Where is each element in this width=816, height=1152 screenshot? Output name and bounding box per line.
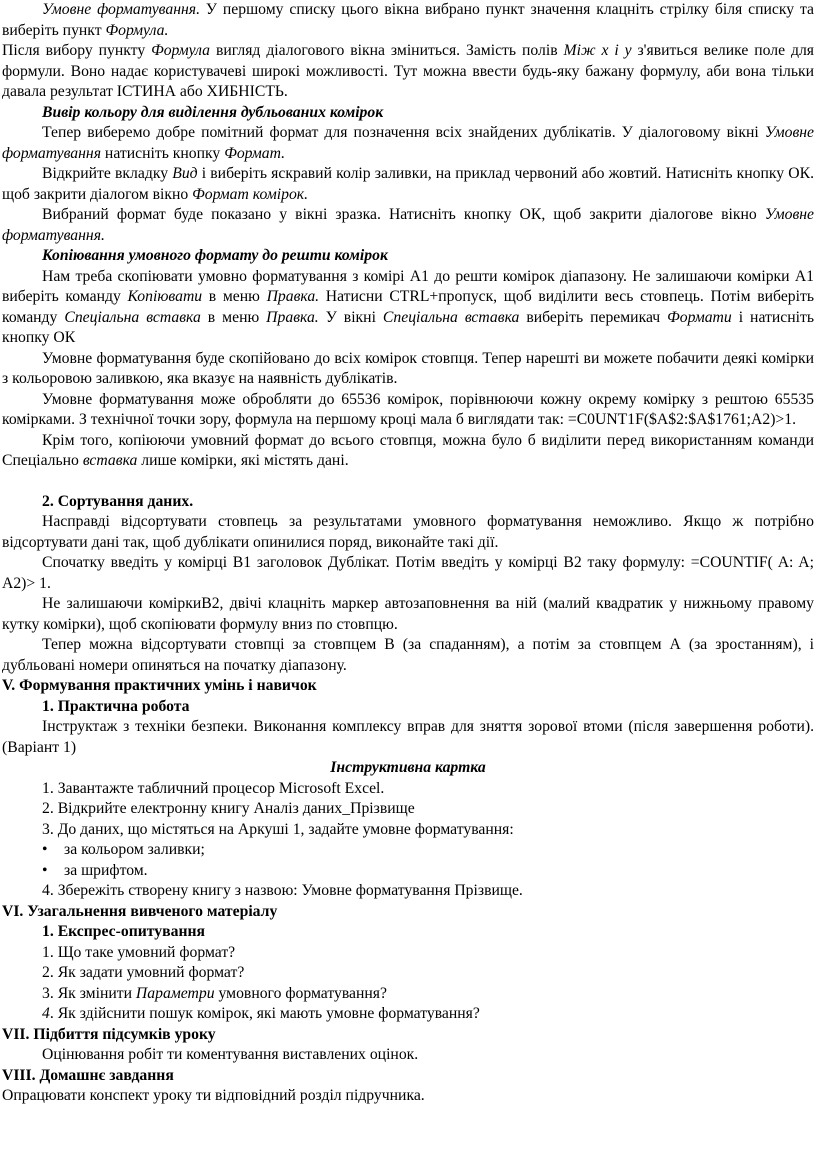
text-run: 1. Практична робота bbox=[42, 697, 190, 715]
text-run: Відкрийте вкладку bbox=[42, 165, 173, 182]
list-item bbox=[2, 1045, 814, 1066]
paragraph bbox=[2, 1066, 814, 1087]
paragraph bbox=[2, 512, 814, 553]
text-run: 1. Завантажте табличний процесор Microsoft Excel. bbox=[42, 779, 385, 797]
text-run: Правка. bbox=[266, 288, 320, 305]
text-run: Натисни CTRL+пропуск, щоб виділити весь стовпець. Потім виберіть команду bbox=[2, 288, 814, 326]
text-run: Умовне форматування bbox=[2, 124, 814, 162]
text-run: . Як здійснити пошук комірок, які мають умовне форматування? bbox=[49, 1005, 480, 1022]
text-run: У першому списку цього вікна вибрано пункт значення клацніть стрілку біля списку та виберіть пункт bbox=[2, 1, 814, 39]
text-run: Оцінювання робіт ти коментування виставлених оцінок. bbox=[42, 1046, 419, 1063]
list-item bbox=[2, 820, 814, 841]
paragraph bbox=[2, 0, 814, 41]
list-item bbox=[2, 779, 814, 800]
text-run: Вибраний формат буде показано у вікні зразка. Натисніть кнопку ОК, щоб закрити діалогове вікно bbox=[42, 206, 765, 223]
paragraph bbox=[2, 205, 814, 246]
text-run: в меню bbox=[202, 288, 267, 305]
text-run: Між х і у bbox=[563, 42, 632, 59]
paragraph-gap bbox=[2, 472, 814, 492]
text-run: Формати bbox=[667, 308, 732, 326]
text-run: 4 bbox=[42, 1005, 50, 1022]
text-run: Вивір кольору для виділення дубльованих комірок bbox=[42, 103, 384, 121]
paragraph bbox=[2, 492, 814, 513]
bullet-icon: • bbox=[42, 841, 48, 858]
text-run: 4. Збережіть створену книгу з назвою: Умовне форматування Прізвище. bbox=[42, 882, 523, 899]
paragraph bbox=[2, 246, 814, 267]
text-run: 3. До даних, що містяться на Аркуші 1, задайте умовне форматування: bbox=[42, 820, 514, 838]
paragraph bbox=[2, 635, 814, 676]
text-run: і натисніть кнопку ОК bbox=[2, 308, 814, 346]
text-run: V. Формування практичних умінь і навичок bbox=[2, 677, 317, 694]
text-run: Крім того, копіюючи умовний формат до всього стовпця, можна було б виділити перед використанням команди Спеціально bbox=[2, 431, 814, 469]
text-run: вигляд діалогового вікна зміниться. Замість полів bbox=[210, 42, 564, 59]
paragraph bbox=[2, 123, 814, 164]
text-run: Умовне форматування. bbox=[2, 206, 814, 244]
text-run: Формат комірок. bbox=[192, 185, 309, 203]
paragraph bbox=[2, 103, 814, 124]
text-run: 2. Сортування даних. bbox=[42, 492, 194, 510]
text-run: Копіювати bbox=[127, 288, 203, 305]
text-run: в меню bbox=[200, 308, 267, 326]
text-run: Інструктивна картка bbox=[330, 759, 486, 776]
text-run: 1. Експрес-опитування bbox=[42, 923, 206, 940]
paragraph bbox=[2, 1086, 814, 1107]
list-item bbox=[2, 922, 814, 943]
paragraph bbox=[2, 349, 814, 390]
text-run: VII. Підбиття підсумків уроку bbox=[2, 1025, 216, 1043]
text-run: Умовне форматування буде скопійовано до всіх комірок стовпця. Тепер нарешті ви можете побачити деякі комірки з кольоровою заливкою, яка вказує на наявність дублікатів. bbox=[2, 349, 814, 387]
bullet-icon: • bbox=[42, 861, 48, 879]
list-item bbox=[2, 799, 814, 820]
paragraph bbox=[2, 164, 814, 205]
text-run: Вид bbox=[172, 165, 198, 182]
text-run: 2. Як задати умовний формат? bbox=[42, 964, 245, 981]
text-run: Не залишаючи коміркиB2, двічі клацніть маркер автозаповнення ва ній (малий квадратик у нижньому правому кутку комірки), щоб скопіювати формулу вниз по стовпцю. bbox=[2, 595, 814, 633]
text-run: натисніть кнопку bbox=[101, 144, 225, 162]
bullet-item bbox=[2, 840, 814, 861]
text-run: Копіювання умовного формату до решти комірок bbox=[42, 247, 388, 264]
text-run: Тепер можна відсортувати стовпці за стовпцем В (за спаданням), а потім за стовпцем А (за зростанням), і дубльовані номери опиняться на початку діапазону. bbox=[2, 636, 814, 674]
text-run: умовного форматування? bbox=[214, 984, 387, 1002]
bullet-text bbox=[64, 840, 205, 861]
paragraph bbox=[2, 41, 814, 103]
text-run: Умовне форматування. bbox=[42, 1, 200, 18]
text-run: 2. Відкрийте електронну книгу Аналіз даних_Прізвище bbox=[42, 800, 415, 817]
text-run: VIII. Домашнє завдання bbox=[2, 1066, 174, 1084]
text-run: лише комірки, які містять дані. bbox=[137, 452, 349, 469]
paragraph bbox=[2, 553, 814, 594]
paragraph bbox=[2, 758, 814, 779]
text-run: Насправді відсортувати стовпець за результатами умовного форматування неможливо. Якщо ж потрібно відсортувати дані так, щоб дублікати опинилися поряд, виконайте такі дії. bbox=[2, 513, 814, 551]
text-run: VI. Узагальнення вивченого матеріалу bbox=[2, 902, 278, 920]
text-run: Спеціальна вставка bbox=[64, 308, 201, 326]
bullet-text bbox=[64, 861, 148, 882]
text-run: Нам треба скопіювати умовно форматування з комірі А1 до решти комірок діапазону. Не залишаючи комірки А1 виберіть команду bbox=[2, 267, 814, 305]
text-run: і виберіть яскравий колір заливки, на приклад червоний або жовтий. Натисніть кнопку ОК. щоб закрити діалогом вікно bbox=[2, 165, 814, 203]
paragraph bbox=[2, 676, 814, 697]
text-run: Формула. bbox=[105, 21, 169, 39]
text-run: Умовне форматування може обробляти до 65536 комірок, порівнюючи кожну окрему комірку з рештою 65535 комірками. З технічної точки зору, формула на першому кроці мала б виглядати так: =C0UNT1F($A$2:$A$1761;A2)>1. bbox=[2, 390, 814, 428]
paragraph bbox=[2, 431, 814, 472]
text-run: Правка. bbox=[266, 308, 319, 326]
text-run: 3. Як змінити bbox=[42, 984, 136, 1002]
list-item bbox=[2, 1004, 814, 1025]
paragraph bbox=[2, 267, 814, 349]
text-run: за кольором заливки; bbox=[64, 841, 205, 858]
text-run: Формат. bbox=[224, 144, 286, 162]
text-run: У вікні bbox=[318, 308, 383, 326]
text-run: Тепер виберемо добре помітний формат для позначення всіх знайдених дублікатів. У діалоговому вікні bbox=[42, 124, 765, 141]
list-item bbox=[2, 881, 814, 902]
list-item bbox=[2, 943, 814, 964]
paragraph bbox=[2, 594, 814, 635]
text-run: Параметри bbox=[135, 984, 215, 1002]
text-run: виберіть перемикач bbox=[519, 308, 668, 326]
text-run: 1. Що таке умовний формат? bbox=[42, 943, 236, 961]
paragraph bbox=[2, 717, 814, 758]
text-run: Опрацювати конспект уроку ти відповідний розділ підручника. bbox=[2, 1087, 425, 1104]
text-run: Спочатку введіть у комірці B1 заголовок Дублікат. Потім введіть у комірці B2 таку формулу: =COUNTIF( A: A; A2)> 1. bbox=[2, 554, 814, 592]
paragraph bbox=[2, 697, 814, 718]
text-run: Спеціальна вставка bbox=[382, 308, 520, 326]
text-run: Після вибору пункту bbox=[2, 42, 152, 59]
paragraph bbox=[2, 902, 814, 923]
text-run: Інструктаж з техніки безпеки. Виконання комплексу вправ для зняття зорової втоми (після завершення роботи). (Варіант 1) bbox=[2, 718, 814, 756]
text-run: Формула bbox=[151, 42, 211, 59]
text-run: за шрифтом. bbox=[64, 861, 148, 879]
paragraph bbox=[2, 1025, 814, 1046]
list-item bbox=[2, 984, 814, 1005]
list-item bbox=[2, 963, 814, 984]
text-run: вставка bbox=[82, 452, 138, 469]
text-run: з'явиться велике поле для формули. Воно надає користувачеві широкі можливості. Тут можна ввести будь-яку бажану формулу, аби вона тільки давала результат ІСТИНА або ХИБНІСТЬ. bbox=[2, 42, 814, 100]
bullet-item bbox=[2, 861, 814, 882]
paragraph bbox=[2, 390, 814, 431]
